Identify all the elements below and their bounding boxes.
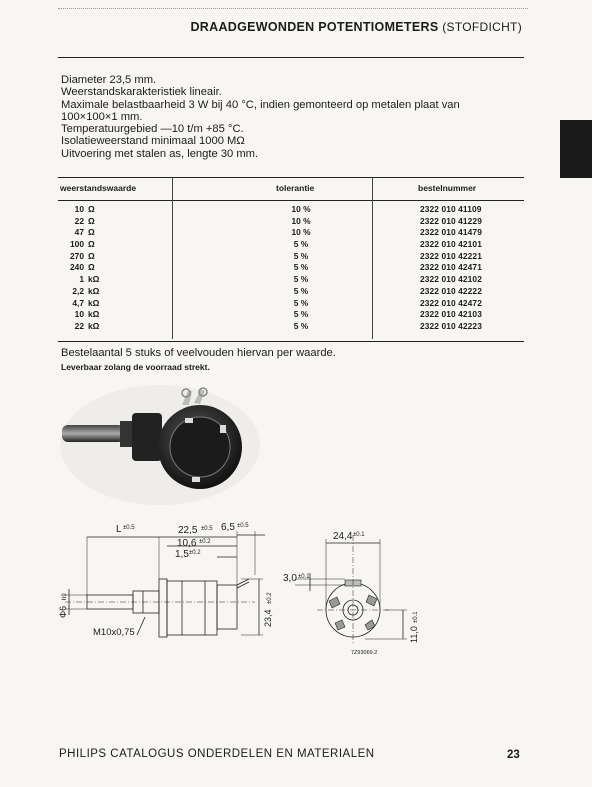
order-number-cell: 2322 010 42471: [420, 262, 482, 273]
table-row: [58, 274, 524, 286]
table-row: [58, 204, 524, 216]
order-number-cell: 2322 010 42472: [420, 297, 482, 308]
potentiometer-photo: [60, 385, 260, 505]
tolerance-cell: 5 %: [293, 250, 309, 261]
order-number-cell: 2322 010 42223: [420, 320, 482, 331]
column-divider: [372, 177, 373, 339]
resistance-value: 270: [70, 250, 84, 261]
table-row: [58, 298, 524, 310]
availability-note: Leverbaar zolang de voorraad strekt.: [61, 362, 210, 372]
section-tab-marker: [560, 120, 592, 178]
tolerance-cell: 5 %: [293, 285, 309, 296]
table-row: [58, 239, 524, 251]
spec-line: Isolatieweerstand minimaal 1000 MΩ: [61, 135, 245, 148]
dim-6-5-tolerance: ±0.5: [237, 523, 249, 529]
resistance-unit: Ω: [88, 262, 95, 273]
spec-line: Maximale belastbaarheid 3 W bij 40 °C, indien gemonteerd op metalen plaat van: [61, 98, 460, 111]
dim-23-4-label: 23,4: [263, 609, 273, 627]
dim-24-4-tolerance: ±0.1: [353, 532, 365, 538]
side-cover: [217, 585, 237, 629]
dimension-drawing: [55, 515, 425, 665]
tolerance-cell: 5 %: [293, 309, 309, 320]
tolerance-cell: 10 %: [291, 227, 311, 238]
column-divider: [172, 177, 173, 339]
dim-10-6-label: 10,6: [177, 538, 197, 549]
order-number-cell: 2322 010 42222: [420, 285, 482, 296]
spec-line: Diameter 23,5 mm.: [61, 74, 157, 86]
spec-line: Uitvoering met stalen as, lengte 30 mm.: [61, 147, 259, 160]
dim-11-0-tolerance: ±0.1: [413, 611, 419, 623]
catalog-footer: PHILIPS CATALOGUS ONDERDELEN EN MATERIALEN: [59, 748, 375, 760]
table-row: [58, 262, 524, 274]
resistance-unit: kΩ: [88, 320, 100, 331]
shaft-shape: [62, 425, 124, 442]
table-bottom-rule: [58, 341, 524, 342]
table-body: [58, 204, 524, 333]
dim-l-tolerance: ±0.5: [123, 525, 135, 531]
resistance-unit: Ω: [88, 227, 95, 238]
dim-l-label: L: [116, 524, 122, 535]
column-header-tolerance: tolerantie: [276, 183, 315, 193]
spec-line: Temperatuurgebied —10 t/m +85 °C.: [61, 123, 244, 136]
table-row: [58, 309, 524, 321]
order-number-cell: 2322 010 41479: [420, 227, 482, 238]
header-rule: [58, 57, 524, 58]
table-row: [58, 251, 524, 263]
dim-3-0-tolerance: ±0.1: [298, 574, 310, 580]
column-header-resistance: weerstandswaarde: [60, 183, 137, 193]
spec-line: Weerstandskarakteristiek lineair.: [61, 86, 222, 99]
dim-24-4-label: 24,4: [333, 531, 353, 542]
resistance-value: 22: [74, 215, 84, 226]
resistance-unit: Ω: [88, 215, 95, 226]
dim-22-5-tolerance: ±0.5: [201, 526, 213, 532]
spec-line: 100×100×1 mm.: [61, 110, 143, 123]
top-dotted-rule: [58, 8, 528, 9]
dim-phi6-label: Φ6: [58, 605, 68, 618]
page-number: 23: [507, 749, 520, 761]
resistance-value: 4,7: [72, 297, 84, 308]
specifications: [61, 74, 531, 160]
dim-1-5-tolerance: ±0.2: [189, 550, 201, 556]
dim-23-4-tolerance: ±0.2: [267, 592, 273, 604]
ordering-table: [58, 177, 524, 331]
table-row: [58, 216, 524, 228]
order-number-cell: 2322 010 42221: [420, 250, 482, 261]
tolerance-cell: 5 %: [293, 297, 309, 308]
tolerance-cell: 5 %: [293, 274, 309, 285]
resistance-value: 47: [74, 227, 84, 238]
dim-phi6-tolerance: h9: [62, 593, 68, 600]
thread-label: M10x0,75: [93, 627, 135, 638]
tolerance-cell: 5 %: [293, 239, 309, 250]
resistance-value: 10: [74, 309, 84, 320]
order-number-cell: 2322 010 41109: [420, 204, 482, 214]
dim-22-5-label: 22,5: [178, 525, 198, 536]
tolerance-cell: 5 %: [293, 262, 309, 273]
title-subtitle: (STOFDICHT): [442, 20, 522, 34]
resistance-value: 2,2: [72, 285, 84, 296]
side-flange: [159, 579, 167, 637]
table-row: [58, 321, 524, 333]
resistance-value: 10: [74, 204, 84, 214]
resistance-unit: kΩ: [88, 285, 100, 296]
order-quantity-note: Bestelaantal 5 stuks of veelvouden hiervan per waarde.: [61, 347, 336, 359]
dim-10-6-tolerance: ±0.2: [199, 539, 211, 545]
tolerance-cell: 10 %: [291, 215, 311, 226]
resistance-unit: Ω: [88, 250, 95, 261]
resistance-unit: kΩ: [88, 274, 100, 285]
resistance-unit: kΩ: [88, 297, 100, 308]
side-body: [167, 581, 217, 635]
resistance-unit: Ω: [88, 239, 95, 250]
dim-1-5-label: 1,5: [175, 549, 189, 560]
dim-6-5-label: 6,5: [221, 522, 235, 533]
table-row: [58, 227, 524, 239]
order-number-cell: 2322 010 42103: [420, 309, 482, 320]
table-row: [58, 286, 524, 298]
tolerance-cell: 5 %: [293, 320, 309, 331]
tolerance-cell: 10 %: [291, 204, 311, 214]
order-number-cell: 2322 010 42102: [420, 274, 482, 285]
housing-shape: [132, 413, 162, 461]
table-header: [58, 177, 524, 201]
resistance-value: 1: [79, 274, 84, 285]
drawing-number: 7Z93069.2: [351, 650, 378, 656]
page-title: [190, 20, 522, 34]
dim-3-0-label: 3,0: [283, 573, 297, 584]
dim-11-0-label: 11,0: [409, 626, 419, 643]
resistance-unit: kΩ: [88, 309, 100, 320]
order-number-cell: 2322 010 41229: [420, 215, 482, 226]
resistance-unit: Ω: [88, 204, 95, 214]
resistance-value: 240: [70, 262, 84, 273]
column-header-order-number: bestelnummer: [418, 183, 477, 193]
resistance-value: 100: [70, 239, 84, 250]
title-main: DRAADGEWONDEN POTENTIOMETERS: [190, 20, 439, 34]
resistance-value: 22: [74, 320, 84, 331]
order-number-cell: 2322 010 42101: [420, 239, 482, 250]
